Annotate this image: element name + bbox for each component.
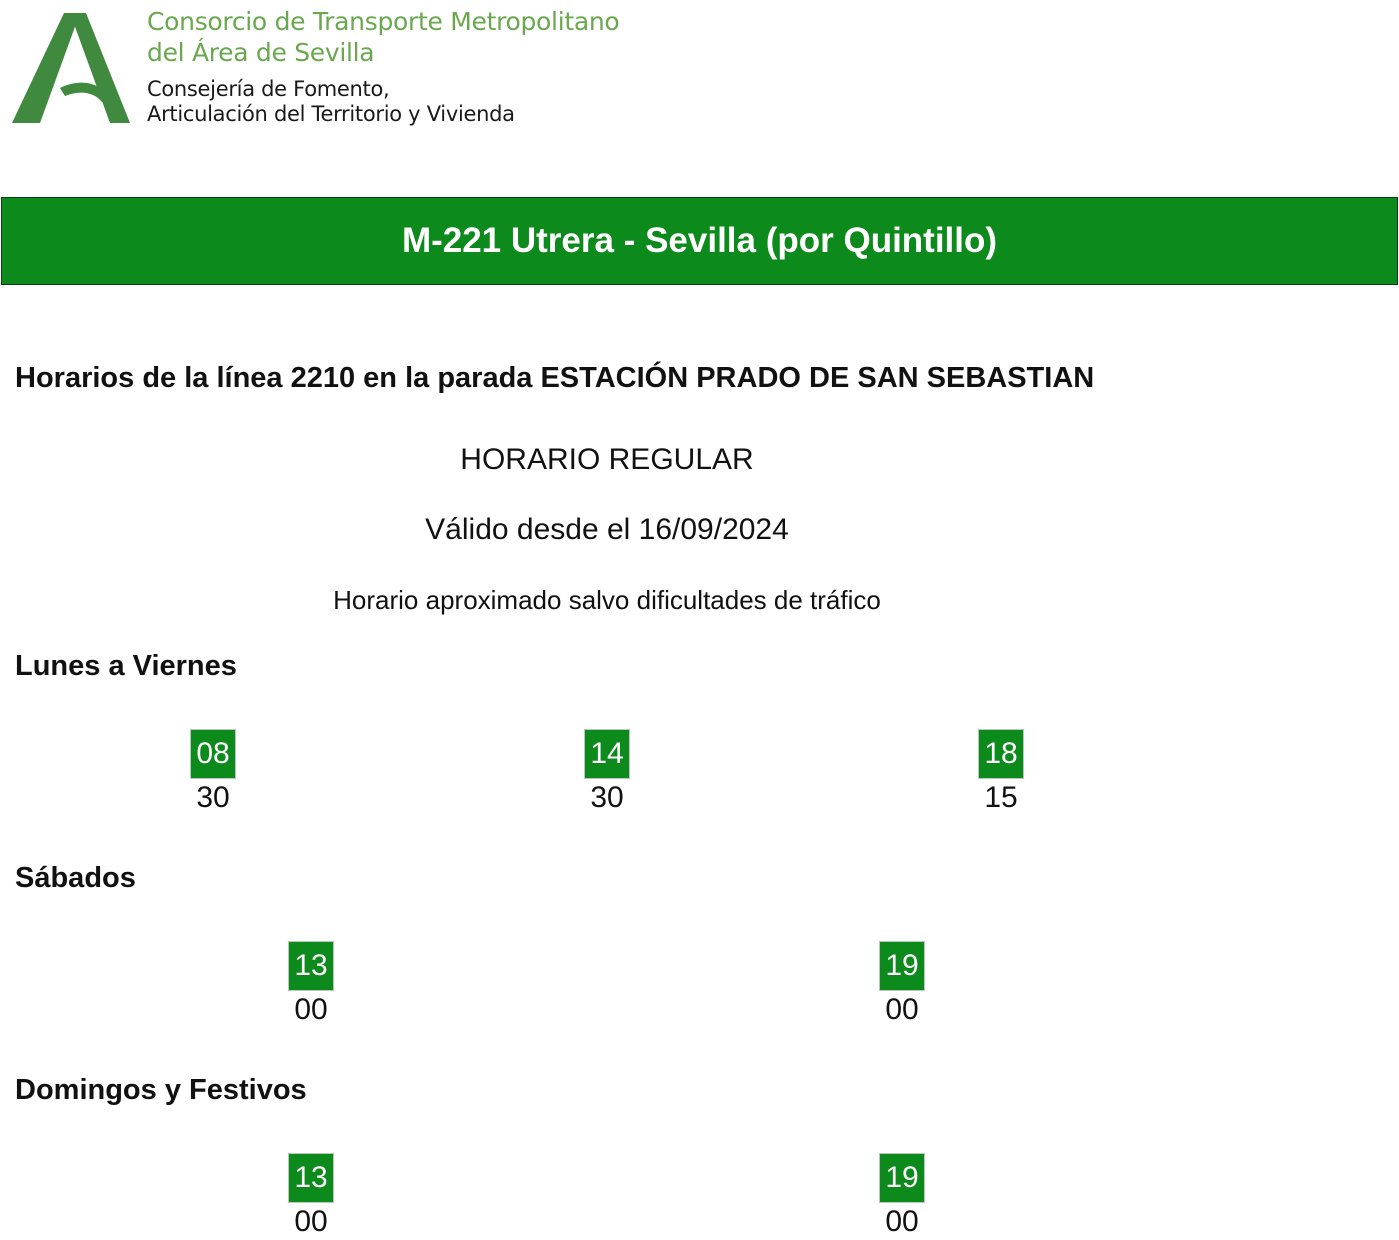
saturday-departure — [857, 941, 947, 1027]
weekday-departure — [956, 729, 1046, 815]
saturdays-title: Sábados — [15, 862, 136, 894]
weekday-departure — [562, 729, 652, 815]
line-banner — [1, 197, 1398, 285]
stop-heading: Horarios de la línea 2210 en la parada ESTACIÓN PRADO DE SAN SEBASTIAN — [15, 362, 1095, 394]
minutes-value: 00 — [294, 993, 328, 1026]
hour-badge: 13 — [288, 1153, 334, 1203]
hour-badge: 13 — [288, 941, 334, 991]
hour-badge: 08 — [190, 729, 236, 779]
department-line-2: Articulación del Territorio y Vivienda — [147, 102, 515, 126]
org-name-line-2: del Área de Sevilla — [147, 38, 375, 67]
minutes-value: 30 — [196, 781, 230, 814]
hour-badge: 19 — [879, 941, 925, 991]
valid-from-date: Válido desde el 16/09/2024 — [425, 513, 789, 546]
line-title: M-221 Utrera - Sevilla (por Quintillo) — [401, 221, 998, 260]
weekday-departure — [168, 729, 258, 815]
minutes-value: 00 — [885, 993, 919, 1026]
hour-badge: 14 — [584, 729, 630, 779]
sunday-departure — [266, 1153, 356, 1239]
minutes-value: 00 — [885, 1205, 919, 1238]
saturday-departure — [266, 941, 356, 1027]
junta-andalucia-logo-icon — [10, 10, 132, 128]
sundays-title: Domingos y Festivos — [15, 1074, 307, 1106]
organization-block — [147, 6, 619, 127]
department-name — [147, 77, 619, 127]
minutes-value: 00 — [294, 1205, 328, 1238]
department-line-1: Consejería de Fomento, — [147, 77, 390, 101]
minutes-value: 15 — [984, 781, 1018, 814]
traffic-disclaimer: Horario aproximado salvo dificultades de tráfico — [333, 585, 881, 615]
hour-badge: 19 — [879, 1153, 925, 1203]
hour-badge: 18 — [978, 729, 1024, 779]
sunday-departure — [857, 1153, 947, 1239]
weekdays-title: Lunes a Viernes — [15, 650, 237, 682]
minutes-value: 30 — [590, 781, 624, 814]
org-name-line-1: Consorcio de Transporte Metropolitano — [147, 7, 620, 36]
schedule-type: HORARIO REGULAR — [460, 443, 754, 476]
